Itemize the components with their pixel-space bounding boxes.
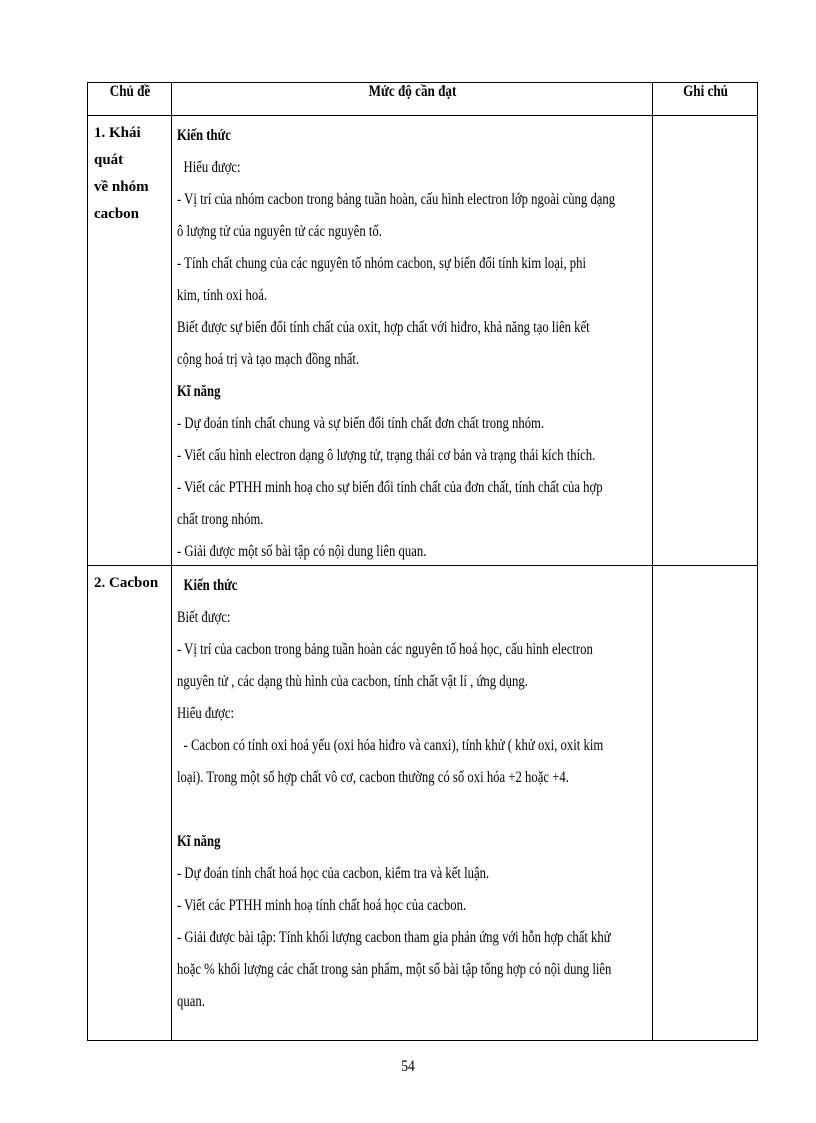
content-text (172, 566, 652, 1040)
curriculum-table (87, 82, 758, 1041)
section-heading-skills: Kĩ năng (177, 833, 221, 850)
text-line: Biết được: (177, 609, 231, 626)
table-row (88, 116, 758, 566)
text-line: kim, tính oxi hoá. (177, 287, 268, 304)
header-note: Ghi chú (662, 83, 748, 116)
header-topic: Chủ đề (95, 83, 164, 116)
text-line: nguyên tử , các dạng thù hình của cacbon, tính chất vật lí , ứng dụng. (177, 673, 528, 690)
text-line: - Giải được bài tập: Tính khối lượng cacbon tham gia phản ứng với hỗn hợp chất khử (177, 929, 611, 946)
note-cell (653, 116, 758, 566)
table-row (88, 566, 758, 1041)
section-heading-skills: Kĩ năng (177, 383, 221, 400)
text-line: Hiểu được: (183, 159, 241, 176)
content-text (172, 116, 652, 565)
header-level: Mức độ cần đạt (215, 83, 609, 116)
text-line: quan. (177, 993, 205, 1010)
text-line: - Cacbon có tính oxi hoá yếu (oxi hóa hiđro và canxi), tính khử ( khử oxi, oxit kim (183, 737, 604, 754)
text-line: - Vị trí của cacbon trong bảng tuần hoàn các nguyên tố hoá học, cấu hình electron (177, 641, 593, 658)
text-line: cộng hoá trị và tạo mạch đồng nhất. (177, 351, 360, 368)
blank-line (177, 794, 648, 826)
text-line: loại). Trong một số hợp chất vô cơ, cacbon thường có số oxi hóa +2 hoặc +4. (177, 769, 569, 786)
section-heading-knowledge: Kiến thức (177, 127, 231, 144)
topic-cell (88, 566, 172, 1041)
section-heading-knowledge: Kiến thức (183, 577, 238, 594)
table-header-row (88, 83, 758, 116)
text-line: ô lượng tử của nguyên tử các nguyên tố. (177, 223, 382, 240)
note-cell (653, 566, 758, 1041)
topic-label: 2. Cacbon (94, 575, 159, 591)
text-line: - Giải được một số bài tập có nội dung liên quan. (177, 543, 427, 560)
content-cell (172, 566, 653, 1041)
text-line: chất trong nhóm. (177, 511, 264, 528)
text-line: - Dự đoán tính chất chung và sự biến đổi tính chất đơn chất trong nhóm. (177, 415, 545, 432)
topic-cell (88, 116, 172, 566)
text-line: hoặc % khối lượng các chất trong sản phẩm, một số bài tập tổng hợp có nội dung liên (177, 961, 612, 978)
text-line: Biết được sự biến đổi tính chất của oxit, hợp chất với hiđro, khả năng tạo liên kết (177, 319, 590, 336)
text-line: Hiểu được: (177, 705, 235, 722)
topic-label: 1. Khái quát về nhóm cacbon (94, 125, 149, 222)
text-line: - Tính chất chung của các nguyên tố nhóm cacbon, sự biến đổi tính kim loại, phi (177, 255, 587, 272)
text-line: - Vị trí của nhóm cacbon trong bảng tuần hoàn, cấu hình electron lớp ngoài cùng dạng (177, 191, 616, 208)
text-line: - Viết cấu hình electron dạng ô lượng tử, trạng thái cơ bản và trạng thái kích thích. (177, 447, 596, 464)
text-line: - Viết các PTHH minh hoạ cho sự biến đổi tính chất của đơn chất, tính chất của hợp (177, 479, 603, 496)
text-line: - Dự đoán tính chất hoá học của cacbon, kiểm tra và kết luận. (177, 865, 490, 882)
content-cell (172, 116, 653, 566)
page-number: 54 (401, 1058, 415, 1075)
text-line: - Viết các PTHH minh hoạ tính chất hoá học của cacbon. (177, 897, 467, 914)
